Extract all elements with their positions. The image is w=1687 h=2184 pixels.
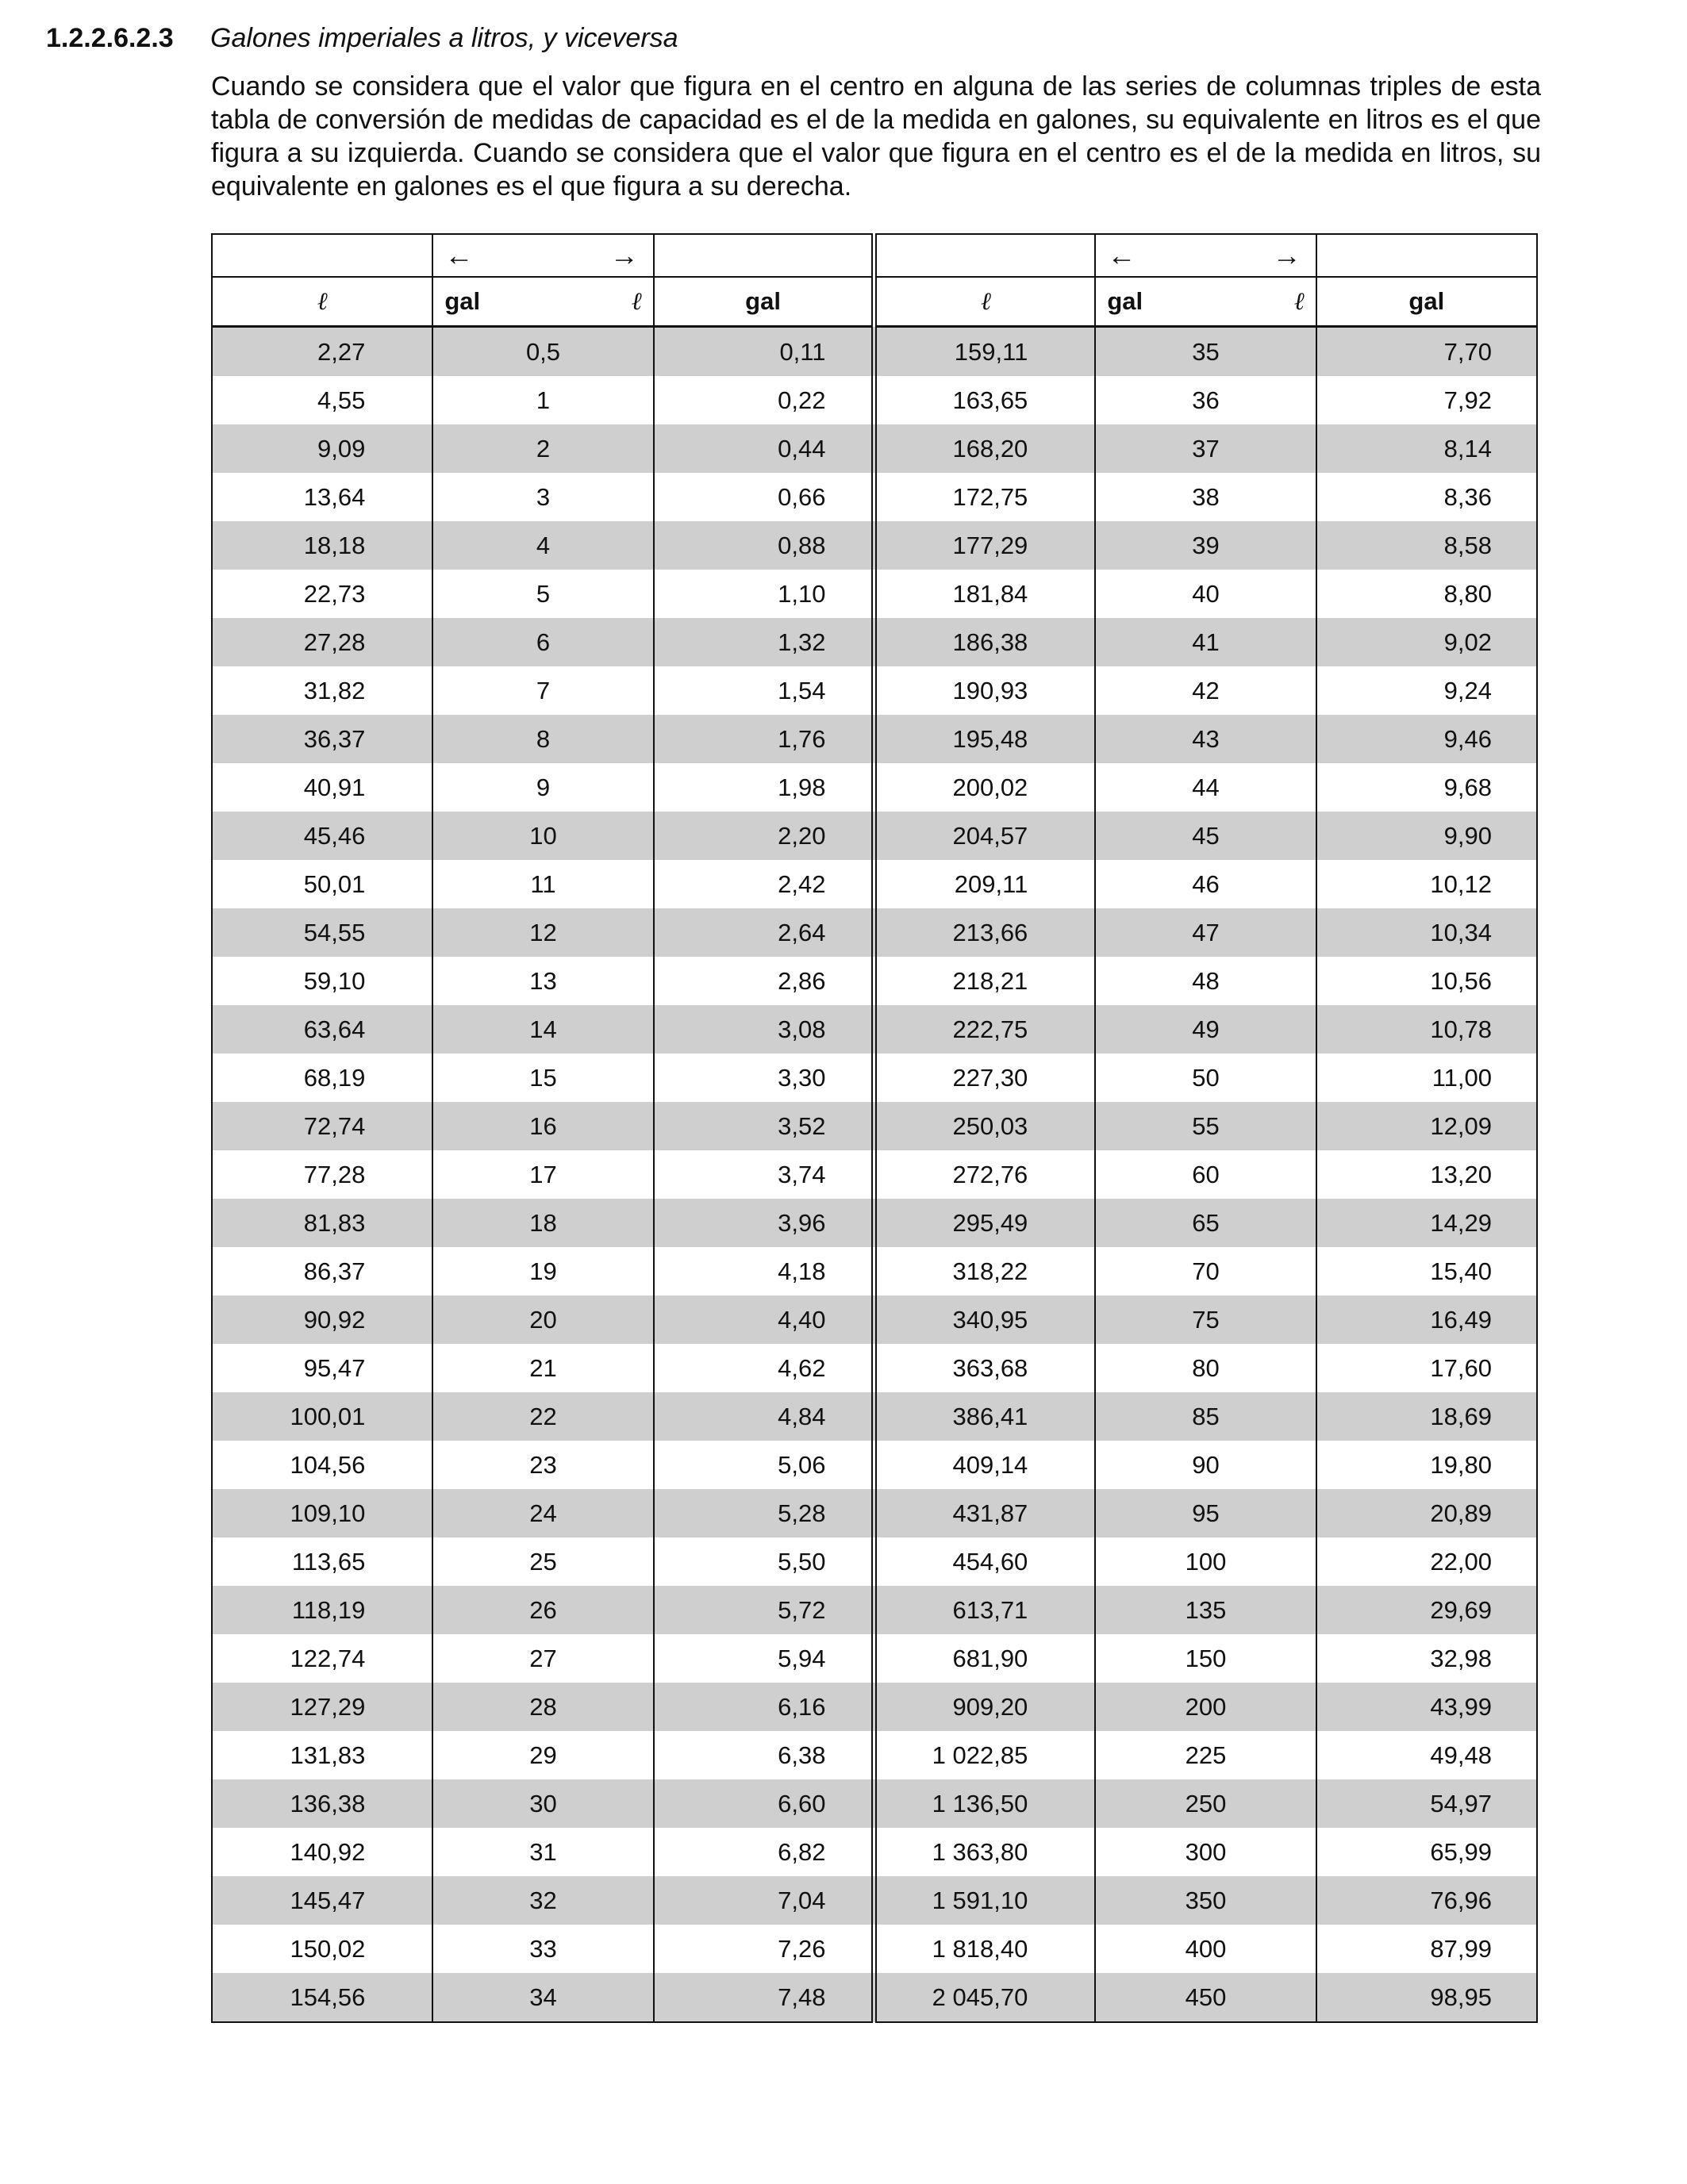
table-row [212,1441,1537,1489]
cell-gallons: 11,00 [1316,1054,1537,1102]
cell-center: 27 [432,1634,653,1683]
cell-liters: 177,29 [874,521,1095,570]
cell-gallons: 2,42 [654,860,874,908]
cell-liters: 36,37 [212,715,432,763]
cell-liters: 250,03 [874,1102,1095,1150]
cell-liters: 77,28 [212,1150,432,1199]
cell-liters: 181,84 [874,570,1095,618]
cell-gallons: 0,11 [654,327,874,377]
cell-center: 225 [1095,1731,1316,1779]
table-row [212,1925,1537,1973]
cell-center: 6 [432,618,653,666]
table-row [212,1199,1537,1247]
cell-center: 400 [1095,1925,1316,1973]
cell-liters: 613,71 [874,1586,1095,1634]
cell-gallons: 9,24 [1316,666,1537,715]
cell-center: 4 [432,521,653,570]
header-liters: ℓ [874,277,1095,327]
cell-gallons: 65,99 [1316,1828,1537,1876]
cell-liters: 40,91 [212,763,432,812]
cell-gallons: 7,48 [654,1973,874,2022]
cell-center: 23 [432,1441,653,1489]
cell-gallons: 10,34 [1316,908,1537,957]
cell-liters: 136,38 [212,1779,432,1828]
table-row [212,1392,1537,1441]
cell-gallons: 29,69 [1316,1586,1537,1634]
cell-gallons: 5,06 [654,1441,874,1489]
cell-center: 28 [432,1683,653,1731]
table-row [212,1731,1537,1779]
header-liter-label: ℓ [631,287,642,316]
cell-liters: 90,92 [212,1295,432,1344]
cell-liters: 386,41 [874,1392,1095,1441]
cell-center: 75 [1095,1295,1316,1344]
cell-gallons: 10,56 [1316,957,1537,1005]
table-row [212,1150,1537,1199]
cell-gallons: 4,62 [654,1344,874,1392]
cell-center: 43 [1095,715,1316,763]
cell-center: 12 [432,908,653,957]
cell-liters: 9,09 [212,424,432,473]
cell-center: 350 [1095,1876,1316,1925]
cell-liters: 1 591,10 [874,1876,1095,1925]
cell-liters: 2,27 [212,327,432,377]
header-gal-liter [432,277,653,327]
cell-gallons: 8,80 [1316,570,1537,618]
cell-liters: 131,83 [212,1731,432,1779]
conversion-table [211,233,1538,2023]
cell-center: 26 [432,1586,653,1634]
cell-gallons: 1,10 [654,570,874,618]
header-gal-label: gal [1107,287,1143,315]
cell-gallons: 4,40 [654,1295,874,1344]
cell-liters: 1 818,40 [874,1925,1095,1973]
cell-center: 80 [1095,1344,1316,1392]
arrow-left-icon: ← [1107,239,1136,271]
table-row [212,376,1537,424]
cell-gallons: 14,29 [1316,1199,1537,1247]
cell-liters: 172,75 [874,473,1095,521]
table-row [212,1247,1537,1295]
cell-gallons: 10,78 [1316,1005,1537,1054]
cell-center: 17 [432,1150,653,1199]
cell-liters: 200,02 [874,763,1095,812]
cell-liters: 213,66 [874,908,1095,957]
cell-center: 47 [1095,908,1316,957]
cell-gallons: 19,80 [1316,1441,1537,1489]
cell-liters: 54,55 [212,908,432,957]
cell-center: 31 [432,1828,653,1876]
header-label-row [212,277,1537,327]
cell-liters: 318,22 [874,1247,1095,1295]
cell-liters: 409,14 [874,1441,1095,1489]
cell-liters: 454,60 [874,1537,1095,1586]
cell-liters: 2 045,70 [874,1973,1095,2022]
cell-gallons: 3,08 [654,1005,874,1054]
cell-center: 55 [1095,1102,1316,1150]
cell-center: 30 [432,1779,653,1828]
cell-center: 1 [432,376,653,424]
cell-liters: 163,65 [874,376,1095,424]
table-row [212,1683,1537,1731]
cell-gallons: 43,99 [1316,1683,1537,1731]
cell-liters: 113,65 [212,1537,432,1586]
cell-center: 36 [1095,376,1316,424]
cell-center: 300 [1095,1828,1316,1876]
cell-gallons: 7,26 [654,1925,874,1973]
table-row [212,1634,1537,1683]
cell-gallons: 1,32 [654,618,874,666]
cell-gallons: 3,52 [654,1102,874,1150]
table-row [212,1489,1537,1537]
cell-liters: 118,19 [212,1586,432,1634]
cell-center: 25 [432,1537,653,1586]
table-row [212,1102,1537,1150]
cell-liters: 209,11 [874,860,1095,908]
cell-gallons: 2,20 [654,812,874,860]
table-row [212,1973,1537,2022]
cell-center: 49 [1095,1005,1316,1054]
header-blank [212,234,432,277]
cell-liters: 81,83 [212,1199,432,1247]
cell-gallons: 5,94 [654,1634,874,1683]
cell-center: 100 [1095,1537,1316,1586]
cell-liters: 363,68 [874,1344,1095,1392]
header-blank [654,234,874,277]
cell-liters: 104,56 [212,1441,432,1489]
arrow-right-icon: → [1272,239,1301,271]
table-row [212,715,1537,763]
header-blank [874,234,1095,277]
cell-liters: 68,19 [212,1054,432,1102]
table-row [212,618,1537,666]
cell-gallons: 32,98 [1316,1634,1537,1683]
header-gal-liter [1095,277,1316,327]
cell-liters: 86,37 [212,1247,432,1295]
cell-center: 0,5 [432,327,653,377]
table-row [212,908,1537,957]
cell-liters: 222,75 [874,1005,1095,1054]
cell-gallons: 2,64 [654,908,874,957]
cell-liters: 204,57 [874,812,1095,860]
cell-center: 13 [432,957,653,1005]
cell-liters: 168,20 [874,424,1095,473]
cell-gallons: 22,00 [1316,1537,1537,1586]
cell-gallons: 1,76 [654,715,874,763]
table-row [212,957,1537,1005]
cell-center: 19 [432,1247,653,1295]
cell-liters: 72,74 [212,1102,432,1150]
cell-center: 15 [432,1054,653,1102]
cell-gallons: 6,82 [654,1828,874,1876]
cell-center: 34 [432,1973,653,2022]
cell-center: 10 [432,812,653,860]
cell-center: 33 [432,1925,653,1973]
header-liters: ℓ [212,277,432,327]
cell-center: 18 [432,1199,653,1247]
cell-liters: 154,56 [212,1973,432,2022]
cell-liters: 45,46 [212,812,432,860]
cell-center: 450 [1095,1973,1316,2022]
cell-liters: 109,10 [212,1489,432,1537]
table-row [212,812,1537,860]
header-arrows [432,234,653,277]
cell-liters: 195,48 [874,715,1095,763]
cell-center: 8 [432,715,653,763]
cell-liters: 31,82 [212,666,432,715]
cell-liters: 127,29 [212,1683,432,1731]
header-arrow-row [212,234,1537,277]
table-row [212,1876,1537,1925]
cell-liters: 140,92 [212,1828,432,1876]
cell-gallons: 20,89 [1316,1489,1537,1537]
table-row [212,570,1537,618]
cell-liters: 909,20 [874,1683,1095,1731]
cell-liters: 431,87 [874,1489,1095,1537]
section-number: 1.2.2.6.2.3 [46,23,174,53]
cell-center: 40 [1095,570,1316,618]
table-row [212,763,1537,812]
cell-gallons: 4,18 [654,1247,874,1295]
cell-gallons: 8,36 [1316,473,1537,521]
cell-center: 150 [1095,1634,1316,1683]
cell-liters: 18,18 [212,521,432,570]
cell-liters: 272,76 [874,1150,1095,1199]
cell-center: 41 [1095,618,1316,666]
table-row [212,1779,1537,1828]
table-row [212,860,1537,908]
cell-center: 35 [1095,327,1316,377]
cell-liters: 122,74 [212,1634,432,1683]
cell-center: 48 [1095,957,1316,1005]
table-row [212,327,1537,377]
cell-center: 32 [432,1876,653,1925]
arrow-right-icon: → [609,239,639,271]
cell-center: 21 [432,1344,653,1392]
table-row [212,521,1537,570]
cell-gallons: 3,74 [654,1150,874,1199]
table-row [212,1054,1537,1102]
header-gallons: gal [654,277,874,327]
table-row [212,424,1537,473]
cell-liters: 295,49 [874,1199,1095,1247]
table-row [212,1344,1537,1392]
cell-center: 70 [1095,1247,1316,1295]
cell-liters: 95,47 [212,1344,432,1392]
cell-center: 200 [1095,1683,1316,1731]
cell-gallons: 0,66 [654,473,874,521]
cell-liters: 22,73 [212,570,432,618]
cell-center: 11 [432,860,653,908]
cell-gallons: 7,04 [654,1876,874,1925]
cell-center: 5 [432,570,653,618]
cell-center: 20 [432,1295,653,1344]
cell-gallons: 3,30 [654,1054,874,1102]
cell-center: 24 [432,1489,653,1537]
cell-liters: 1 363,80 [874,1828,1095,1876]
cell-center: 7 [432,666,653,715]
cell-liters: 100,01 [212,1392,432,1441]
cell-gallons: 12,09 [1316,1102,1537,1150]
cell-center: 37 [1095,424,1316,473]
table-row [212,1005,1537,1054]
cell-gallons: 0,88 [654,521,874,570]
cell-liters: 190,93 [874,666,1095,715]
cell-gallons: 10,12 [1316,860,1537,908]
cell-liters: 218,21 [874,957,1095,1005]
cell-center: 44 [1095,763,1316,812]
cell-gallons: 17,60 [1316,1344,1537,1392]
cell-gallons: 9,46 [1316,715,1537,763]
cell-gallons: 0,44 [654,424,874,473]
cell-center: 50 [1095,1054,1316,1102]
cell-liters: 159,11 [874,327,1095,377]
cell-liters: 145,47 [212,1876,432,1925]
cell-gallons: 54,97 [1316,1779,1537,1828]
cell-center: 9 [432,763,653,812]
cell-gallons: 87,99 [1316,1925,1537,1973]
header-liter-label: ℓ [1293,287,1305,316]
cell-liters: 1 022,85 [874,1731,1095,1779]
table-body [212,327,1537,2023]
table-row [212,473,1537,521]
cell-gallons: 4,84 [654,1392,874,1441]
cell-center: 135 [1095,1586,1316,1634]
cell-liters: 150,02 [212,1925,432,1973]
cell-gallons: 7,92 [1316,376,1537,424]
cell-center: 2 [432,424,653,473]
cell-gallons: 5,72 [654,1586,874,1634]
cell-liters: 681,90 [874,1634,1095,1683]
table-row [212,666,1537,715]
cell-center: 16 [432,1102,653,1150]
cell-liters: 227,30 [874,1054,1095,1102]
cell-liters: 340,95 [874,1295,1095,1344]
section-title: Galones imperiales a litros, y viceversa [210,23,678,53]
cell-center: 95 [1095,1489,1316,1537]
header-gal-label: gal [444,287,481,315]
cell-gallons: 9,02 [1316,618,1537,666]
cell-liters: 186,38 [874,618,1095,666]
table-row [212,1828,1537,1876]
cell-gallons: 0,22 [654,376,874,424]
cell-center: 90 [1095,1441,1316,1489]
cell-gallons: 3,96 [654,1199,874,1247]
intro-paragraph [211,70,1541,203]
cell-liters: 63,64 [212,1005,432,1054]
header-gallons: gal [1316,277,1537,327]
cell-center: 39 [1095,521,1316,570]
cell-gallons: 2,86 [654,957,874,1005]
table-row [212,1295,1537,1344]
cell-gallons: 6,16 [654,1683,874,1731]
cell-liters: 50,01 [212,860,432,908]
cell-center: 29 [432,1731,653,1779]
cell-center: 14 [432,1005,653,1054]
cell-gallons: 76,96 [1316,1876,1537,1925]
cell-gallons: 5,50 [654,1537,874,1586]
cell-gallons: 13,20 [1316,1150,1537,1199]
cell-center: 38 [1095,473,1316,521]
cell-gallons: 8,58 [1316,521,1537,570]
cell-liters: 27,28 [212,618,432,666]
cell-gallons: 6,60 [654,1779,874,1828]
cell-liters: 1 136,50 [874,1779,1095,1828]
table-row [212,1586,1537,1634]
cell-center: 46 [1095,860,1316,908]
cell-gallons: 5,28 [654,1489,874,1537]
cell-gallons: 7,70 [1316,327,1537,377]
cell-gallons: 15,40 [1316,1247,1537,1295]
cell-gallons: 98,95 [1316,1973,1537,2022]
cell-liters: 13,64 [212,473,432,521]
cell-gallons: 16,49 [1316,1295,1537,1344]
cell-center: 42 [1095,666,1316,715]
cell-gallons: 49,48 [1316,1731,1537,1779]
cell-gallons: 1,54 [654,666,874,715]
cell-center: 85 [1095,1392,1316,1441]
arrow-left-icon: ← [444,239,474,271]
cell-center: 3 [432,473,653,521]
cell-gallons: 9,90 [1316,812,1537,860]
cell-liters: 59,10 [212,957,432,1005]
cell-gallons: 18,69 [1316,1392,1537,1441]
cell-center: 22 [432,1392,653,1441]
cell-center: 45 [1095,812,1316,860]
header-blank [1316,234,1537,277]
table-row [212,1537,1537,1586]
section-heading [46,21,1554,56]
intro-text: Cuando se considera que el valor que figura en el centro en alguna de las series de columnas triples de esta tabla de conversión de medidas de capacidad es el de la medida en galones, su equivalente en litros es el que figura a su izquierda. Cuando se considera que el valor que figura en el centro es el de la medida en litros, su equivalente en galones es el que figura a su derecha. [211,71,1541,202]
header-arrows [1095,234,1316,277]
cell-gallons: 9,68 [1316,763,1537,812]
cell-gallons: 8,14 [1316,424,1537,473]
cell-center: 60 [1095,1150,1316,1199]
cell-gallons: 6,38 [654,1731,874,1779]
cell-center: 65 [1095,1199,1316,1247]
cell-gallons: 1,98 [654,763,874,812]
cell-center: 250 [1095,1779,1316,1828]
cell-liters: 4,55 [212,376,432,424]
